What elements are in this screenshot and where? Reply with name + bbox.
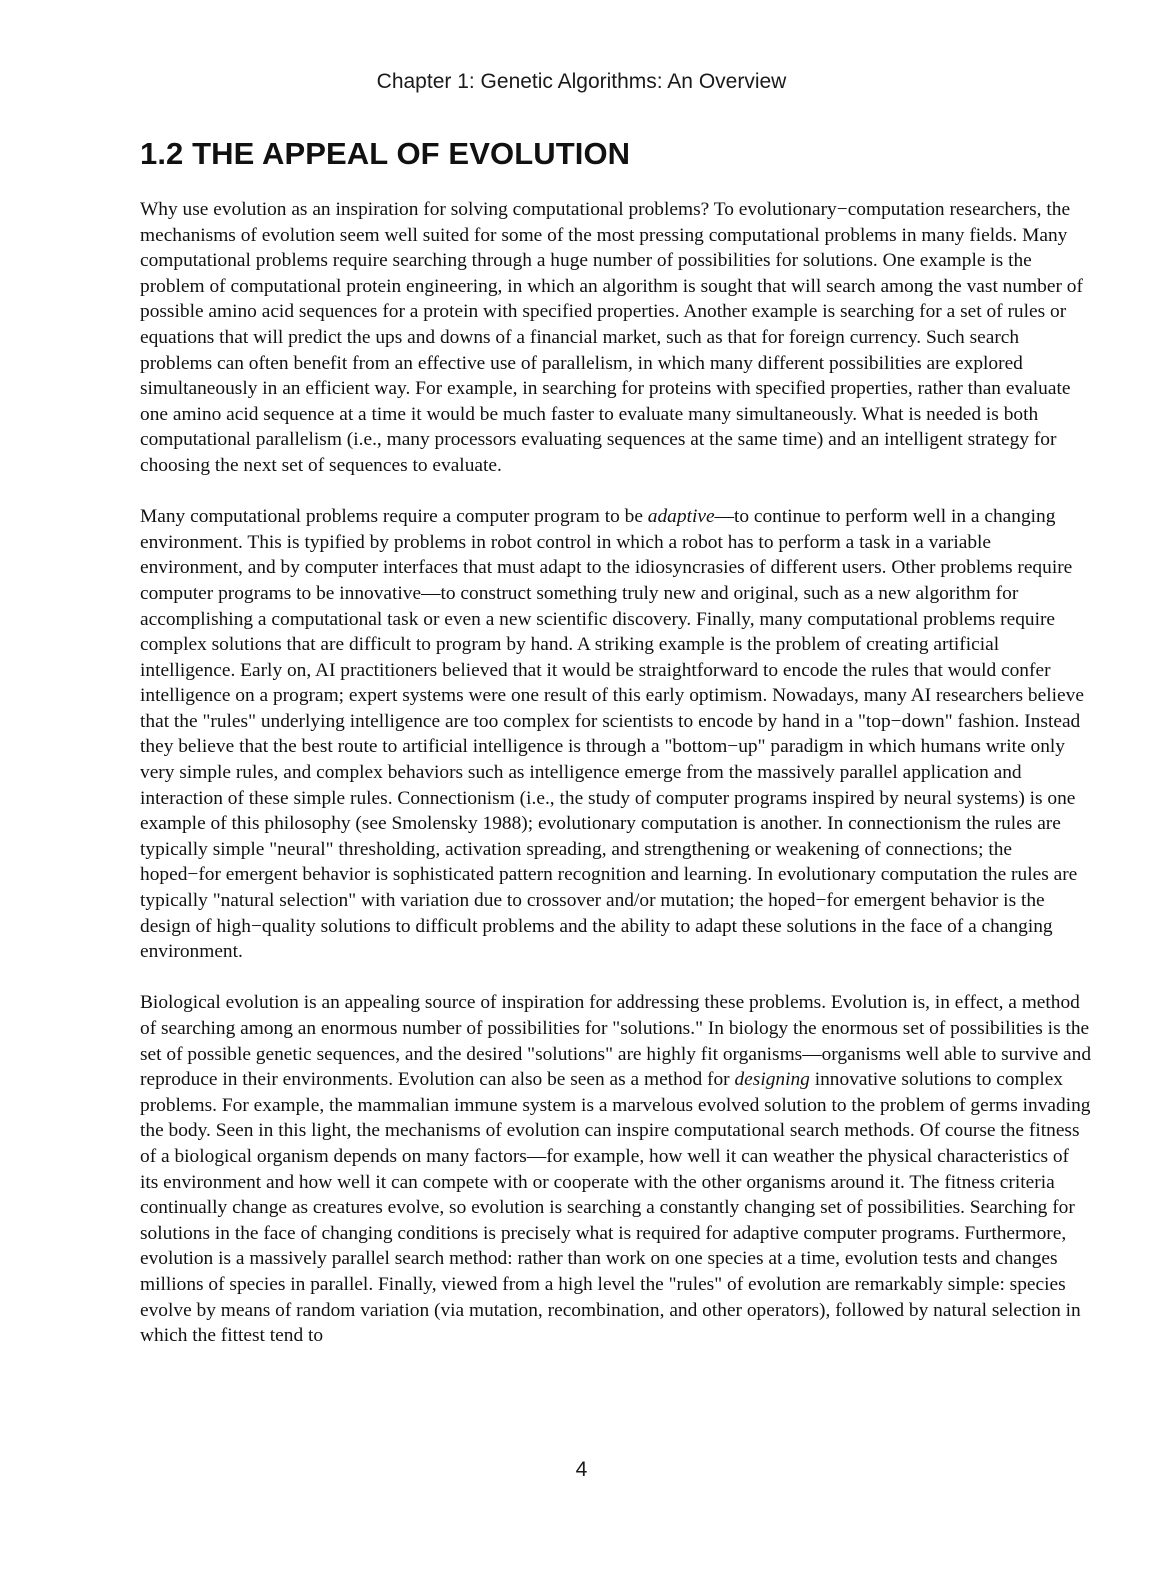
paragraph-1: Why use evolution as an inspiration for solving computational problems? To evolutionary−computation researchers, the mechanisms of evolution seem well suited for some of the most pressing computational problems in many fields. Many computational problems require searching through a huge number of possibilities for solutions. One example is the problem of computational protein engineering, in which an algorithm is sought that will search among the vast number of possible amino acid sequences for a protein with specified properties. Another example is searching for a set of rules or equations that will predict the ups and downs of a financial market, such as that for foreign currency. Such search problems can often benefit from an effective use of parallelism, in which many different possibilities are explored simultaneously in an efficient way. For example, in searching for proteins with specified properties, rather than evaluate one amino acid sequence at a time it would be much faster to evaluate many simultaneously. What is needed is both computational parallelism (i.e., many processors evaluating sequences at the same time) and an intelligent strategy for choosing the next set of sequences to evaluate. (140, 199, 1083, 476)
section-heading: 1.2 THE APPEAL OF EVOLUTION (140, 136, 631, 171)
paragraph-3-text-start: Biological evolution is an appealing source of inspiration for addressing these problems. Evolution is, in effect, a method of searching among an enormous number of possibilities for "solutions." In biology the enormous set of possibilities is the set of possible genetic sequences, and the desired "solutions" are highly fit organisms—organisms well able to survive and reproduce in their environments. Evolution can also be seen as a method for (140, 992, 1092, 1091)
paragraph-2-text-end: —to continue to perform well in a changing environment. This is typified by problems in robot control in which a robot has to perform a task in a variable environment, and by computer interfaces that must adapt to the idiosyncrasies of different users. Other problems require computer programs to be innovative—to construct something truly new and original, such as a new algorithm for accomplishing a computational task or even a new scientific discovery. Finally, many computational problems require complex solutions that are difficult to program by hand. A striking example is the problem of creating artificial intelligence. Early on, AI practitioners believed that it would be straightforward to encode the rules that would confer intelligence on a program; expert systems were one result of this early optimism. Nowadays, many AI researchers believe that the "rules" underlying intelligence are too complex for scientists to encode by hand in a "top−down" fashion. Instead they believe that the best route to artificial intelligence is through a "bottom−up" paradigm in which humans write only very simple rules, and complex behaviors such as intelligence emerge from the massively parallel application and interaction of these simple rules. Connectionism (i.e., the study of computer programs inspired by neural systems) is one example of this philosophy (see Smolensky 1988); evolutionary computation is another. In connectionism the rules are typically simple "neural" thresholding, activation spreading, and strengthening or weakening of connections; the hoped−for emergent behavior is sophisticated pattern recognition and learning. In evolutionary computation the rules are typically "natural selection" with variation due to crossover and/or mutation; the hoped−for emergent behavior is the design of high−quality solutions to difficult problems and the ability to adapt these solutions in the face of a changing environment. (140, 506, 1084, 963)
paragraph-3 (140, 990, 1092, 1348)
paragraph-3-emphasis-designing: designing (734, 1069, 810, 1091)
page-number: 4 (575, 1458, 588, 1481)
paragraph-2 (140, 504, 1092, 965)
body-text (140, 197, 1092, 1349)
paragraph-2-text-start: Many computational problems require a computer program to be (140, 506, 648, 528)
paragraph-2-emphasis-adaptive: adaptive (647, 506, 715, 528)
paragraph-3-text-end: innovative solutions to complex problems. For example, the mammalian immune system is a marvelous evolved solution to the problem of germs invading the body. Seen in this light, the mechanisms of evolution can inspire computational search methods. Of course the fitness of a biological organism depends on many factors—for example, how well it can weather the physical characteristics of its environment and how well it can compete with or cooperate with the other organisms around it. The fitness criteria continually change as creatures evolve, so evolution is searching a constantly changing set of possibilities. Searching for solutions in the face of changing conditions is precisely what is required for adaptive computer programs. Furthermore, evolution is a massively parallel search method: rather than work on one species at a time, evolution tests and changes millions of species in parallel. Finally, viewed from a high level the "rules" of evolution are remarkably simple: species evolve by means of random variation (via mutation, recombination, and other operators), followed by natural selection in which the fittest tend to (140, 1069, 1091, 1347)
running-header: Chapter 1: Genetic Algorithms: An Overview (376, 70, 787, 93)
